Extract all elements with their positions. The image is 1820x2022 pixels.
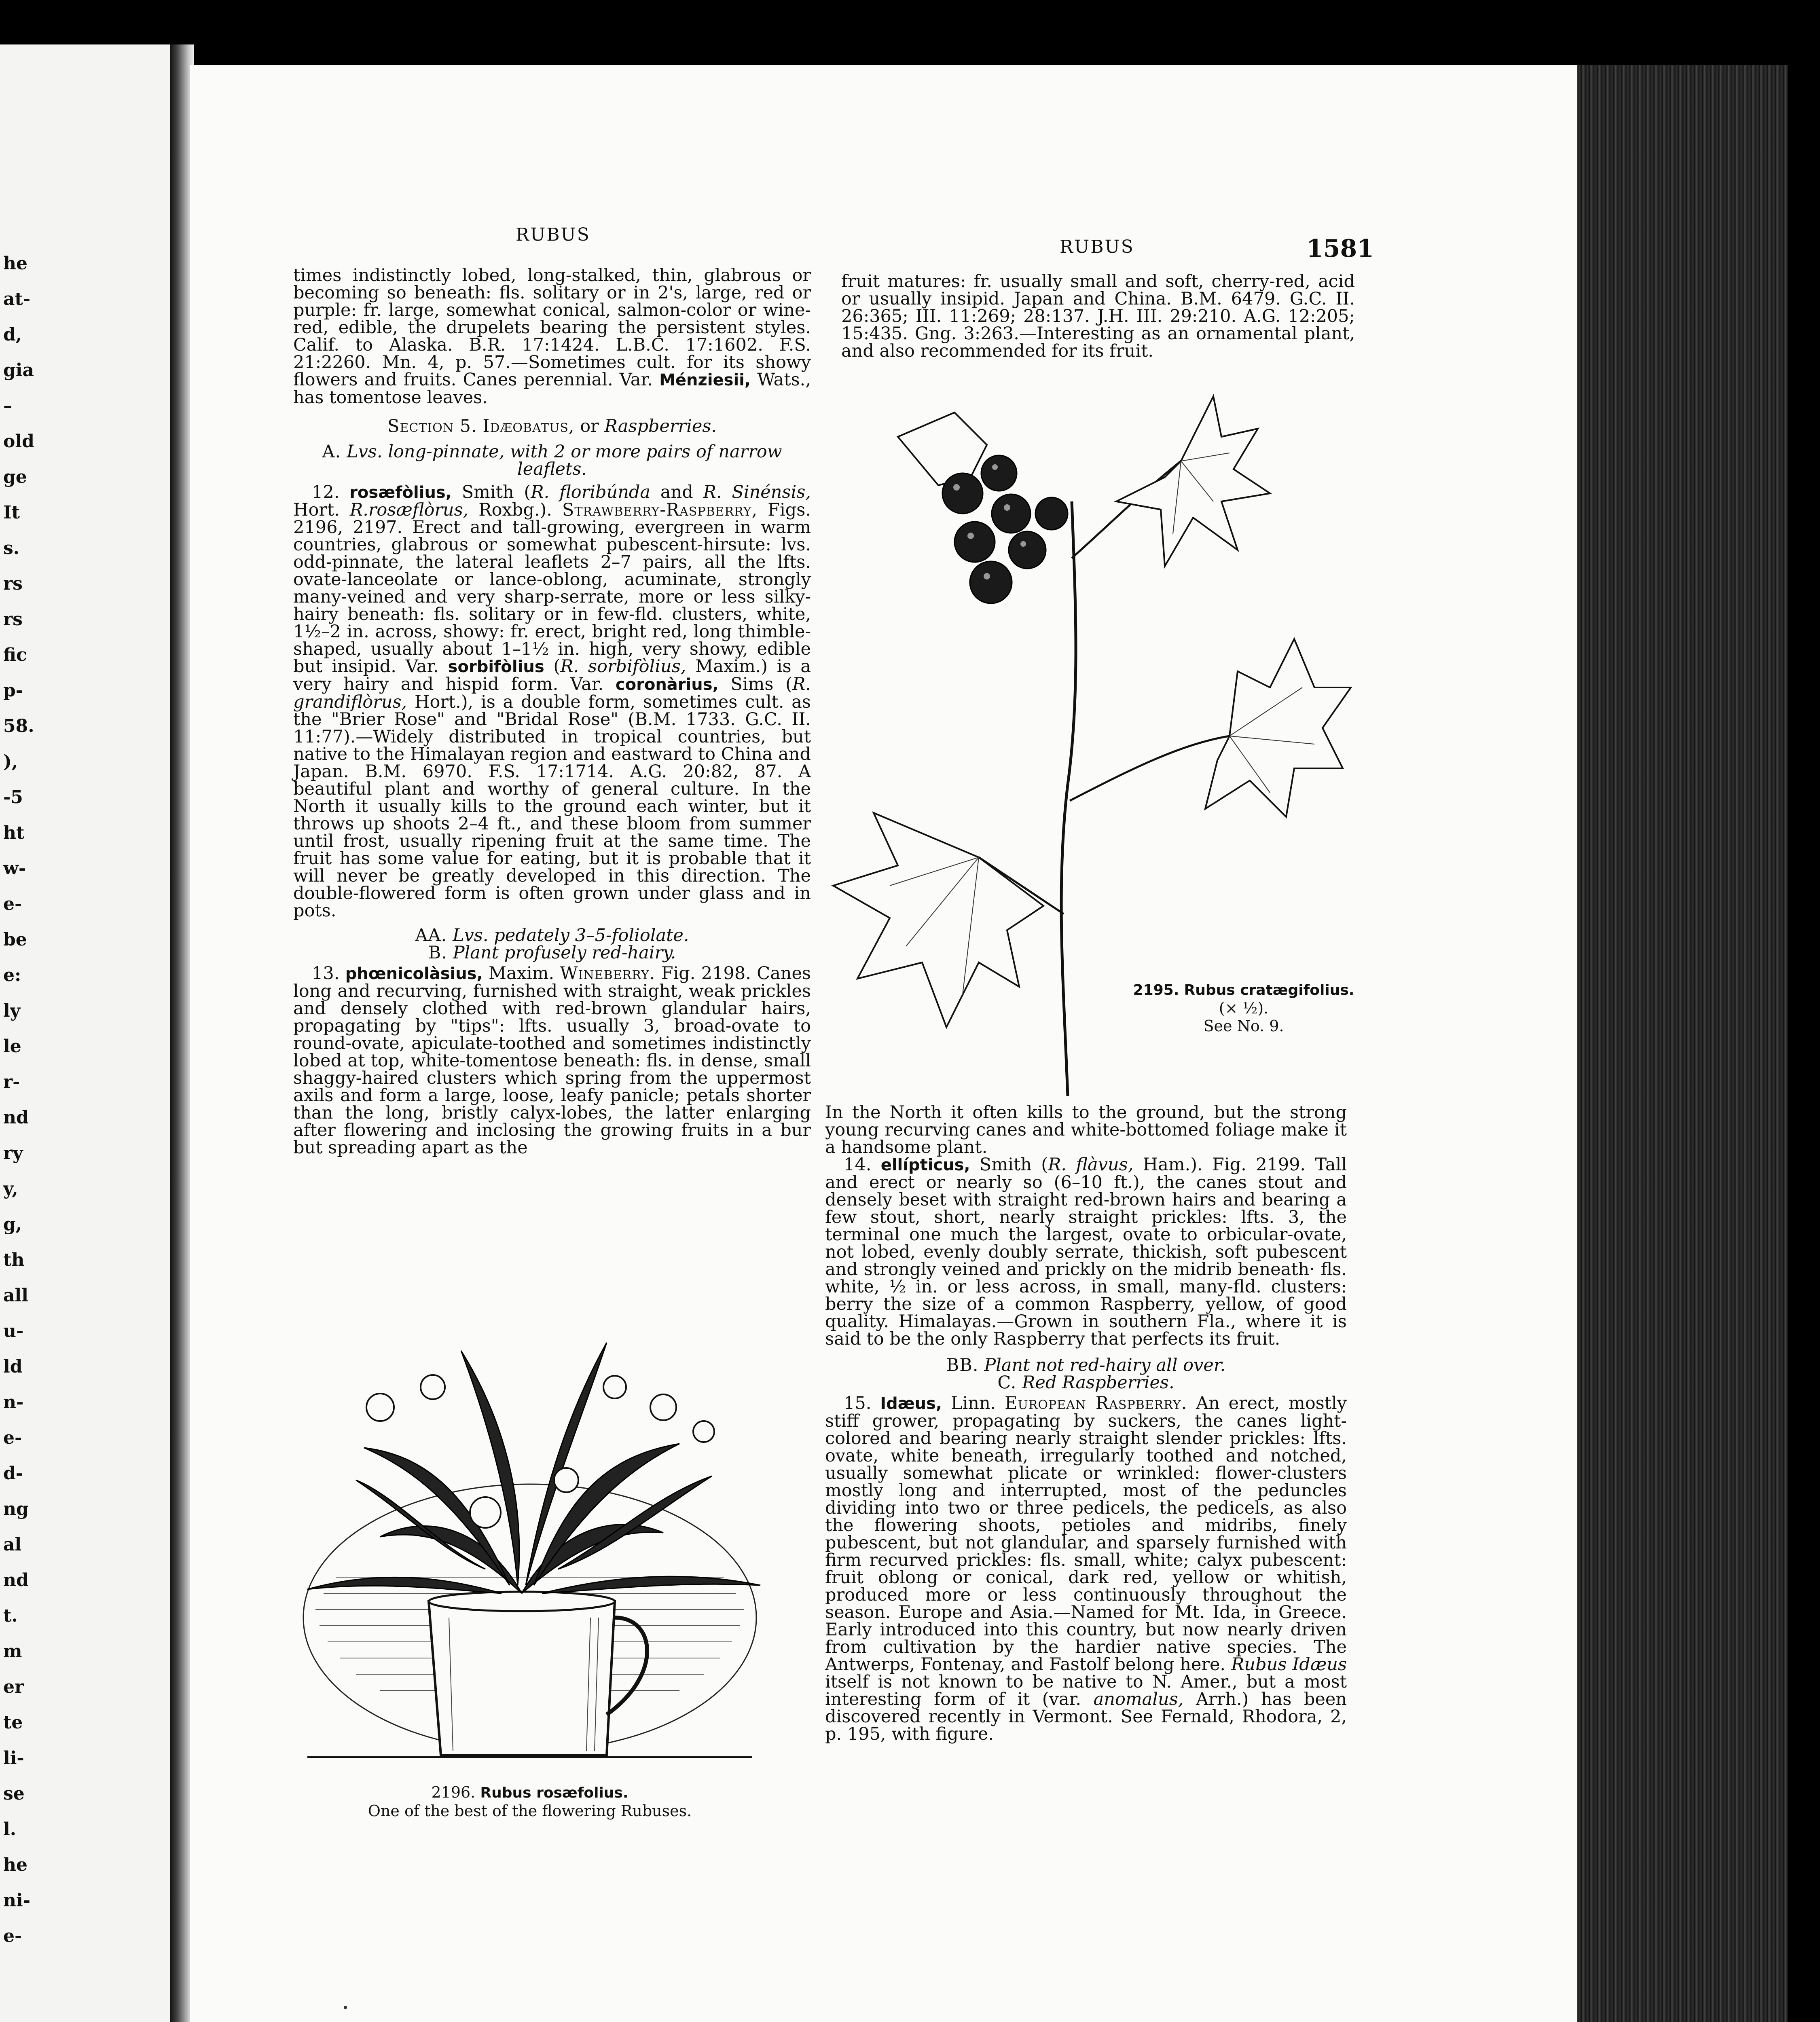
previous-page-text-fragment: be <box>3 929 27 950</box>
previous-page-text-fragment: le <box>3 1036 21 1057</box>
previous-page-text-fragment: he <box>3 1855 28 1875</box>
previous-page-text-fragment: ng <box>3 1499 29 1519</box>
paragraph-13-continuation: fruit matures: fr. usually small and soft, cherry-red, acid or usually insipid. Japan and China. B.M. 6479. G.C. II. 26:365; III. 11:269; 28:137. J.H. III. 29:210. A.G. 12:205; 15:435. Gng. 3:263.—Interesting as an ornamental plant, and also recommended for its fruit. <box>841 271 1355 361</box>
previous-page-text-fragment: y, <box>3 1178 18 1199</box>
previous-page-text-fragment: r- <box>3 1072 20 1092</box>
previous-page-text-fragment: e- <box>3 1926 22 1946</box>
previous-page-text-fragment: gia <box>3 360 34 381</box>
previous-page-text-fragment: l. <box>3 1819 17 1840</box>
previous-page-text-fragment: he <box>3 253 28 274</box>
right-running-head: RUBUS <box>1060 237 1134 257</box>
previous-page-text-fragment: e: <box>3 965 21 986</box>
species-13-entry: 13. phœnicolàsius, Maxim. Wineberry. Fig. 2198. Canes long and recurving, furnished with straight, weak prickles and densely clothed with red-brown glandular hairs, propagating by "tips": lfts. usually 3, broad-ovate to round-ovate, apiculate-toothed and sometimes indistinctly lobed at top, white-tomentose beneath: fls. in dense, small shaggy-haired clusters which spring from the uppermost axils and form a large, loose, leafy panicle; petals shorter than the long, bristly calyx-lobes, the latter enlarging after flowering and inclosing the growing fruits in a bur but spreading apart as the <box>293 963 811 1158</box>
previous-page-text-fragment: 58. <box>3 716 34 736</box>
paragraph-continuation-right: In the North it often kills to the ground, but the strong young recurving canes and white-bottomed foliage make it a handsome plant. <box>825 1102 1347 1157</box>
previous-page-text-fragment: te <box>3 1712 23 1733</box>
book-page-edges <box>1577 65 1788 2022</box>
figure-2195-reference: See No. 9. <box>1203 1017 1284 1035</box>
previous-page-text-fragment: w- <box>3 858 26 879</box>
previous-page-text-fragment: d- <box>3 1463 23 1484</box>
key-a: A. Lvs. long-pinnate, with 2 or more pairs of narrow leaflets. <box>322 442 782 479</box>
previous-page-text-fragment: ge <box>3 467 27 487</box>
previous-page-text-fragment: ry <box>3 1143 23 1163</box>
left-running-head: RUBUS <box>516 224 590 245</box>
previous-page-text-fragment: nd <box>3 1570 29 1591</box>
previous-page-text-fragment: ni- <box>3 1890 30 1911</box>
previous-page-text-fragment: at- <box>3 289 31 309</box>
previous-page-text-fragment: s. <box>3 538 20 558</box>
previous-page-text-fragment: ly <box>3 1000 21 1021</box>
figure-2195-caption <box>1112 981 1375 1035</box>
previous-page-text-fragment: It <box>3 502 20 523</box>
previous-page-text-fragment: rs <box>3 609 23 630</box>
previous-page-text-fragment: u- <box>3 1321 24 1341</box>
previous-page-text-fragment: n- <box>3 1392 24 1413</box>
previous-page-text-fragment: th <box>3 1250 25 1270</box>
right-column-lower <box>825 1104 1347 1743</box>
figure-2195-title: 2195. Rubus cratægifolius. <box>1133 982 1354 998</box>
previous-page-text-fragment: d, <box>3 324 22 345</box>
stray-ink-mark <box>344 2006 347 2009</box>
section-heading: Section 5. Idæobatus, or Raspberries. <box>387 416 717 436</box>
figure-2195-scale: (× ½). <box>1219 999 1269 1017</box>
previous-page-text-fragment: – <box>3 396 12 416</box>
previous-page-text-fragment: t. <box>3 1605 18 1626</box>
key-bb: BB. Plant not red-hairy all over. <box>946 1355 1226 1375</box>
previous-page-text-fragment: all <box>3 1285 28 1306</box>
previous-page-text-fragment: e- <box>3 1428 22 1448</box>
previous-page-text-fragment: m <box>3 1641 22 1662</box>
previous-page-text-fragment: p- <box>3 680 23 701</box>
key-aa: AA. Lvs. pedately 3–5-foliolate. <box>415 925 689 945</box>
species-12-entry: 12. rosæfòlius, Smith (R. floribúnda and R. Sinénsis, Hort. R.rosæflòrus, Roxbg.). Strawberry-Raspberry, Figs. 2196, 2197. Erect and tall-growing, evergreen in warm countries, glabrous or somewhat pubescent-hirsute: lvs. odd-pinnate, the lateral leaflets 2–7 pairs, all the lfts. ovate-lanceolate or lance-oblong, acuminate, strongly many-veined and very sharp-serrate, more or less silky-hairy beneath: fls. solitary or in few-fld. clusters, white, 1½–2 in. across, showy: fr. erect, bright red, long thimble-shaped, usually about 1–1½ in. high, very showy, edible but insipid. Var. sorbifòlius (R. sorbifòlius, Maxim.) is a very hairy and hispid form. Var. coronàrius, Sims (R. grandiflòrus, Hort.), is a double form, sometimes cult. as the "Brier Rose" and "Bridal Rose" (B.M. 1733. G.C. II. 11:77).—Widely distributed in tropical countries, but native to the Himalayan region and eastward to China and Japan. B.M. 6970. F.S. 17:1714. A.G. 20:82, 87. A beautiful plant and worthy of general culture. In the North it usually kills to the ground each winter, but it throws up shoots 2–4 ft., and these bloom from summer until frost, usually ripening fruit at the same time. The fruit has some value for eating, but it is probable that it will never be greatly developed in this direction. The double-flowered form is often grown under glass and in pots. <box>293 482 811 921</box>
previous-page-text-fragment: ht <box>3 823 25 843</box>
previous-page-text-fragment: fic <box>3 645 27 665</box>
key-c: C. Red Raspberries. <box>997 1373 1175 1393</box>
previous-page-text-fragment: se <box>3 1783 25 1804</box>
page-number: 1581 <box>1306 235 1374 263</box>
figure-2196-title: 2196. Rubus rosæfolius. <box>431 1783 629 1801</box>
previous-page-text-fragment: e- <box>3 894 22 914</box>
previous-page-text-fragment: old <box>3 431 34 452</box>
previous-page-text-fragment: li- <box>3 1748 24 1768</box>
species-14-entry: 14. ellípticus, Smith (R. flàvus, Ham.). Fig. 2199. Tall and erect or nearly so (6–10 ft.), the canes stout and densely beset with straight red-brown hairs and bearing a few stout, short, nearly straight prickles: lfts. 3, the terminal one much the largest, ovate to orbicular-ovate, not lobed, evenly doubly serrate, thickish, soft pubescent and strongly veined and prickly on the midrib beneath· fls. white, ½ in. or less across, in small, many-fld. clusters: berry the size of a common Raspberry, yellow, of good quality. Himalayas.—Grown in southern Fla., where it is said to be the only Raspberry that perfects its fruit. <box>825 1155 1347 1349</box>
variety-name: Ménziesii, <box>659 371 751 389</box>
paragraph-continuation: times indistinctly lobed, long-stalked, thin, glabrous or becoming so beneath: fls. solitary or in 2's, large, red or purple: fr. large, somewhat conical, salmon-color or wine-red, edible, the drupelets bearing the persistent styles. Calif. to Alaska. B.R. 17:1424. L.B.C. 17:1602. F.S. 21:2260. Mn. 4, p. 57.—Sometimes cult. for its showy flowers and fruits. Canes perennial. Var. Ménziesii, Wats., has tomentose leaves. <box>293 265 811 408</box>
previous-page-edge <box>0 44 170 2022</box>
previous-page-text-fragment: -5 <box>3 787 23 808</box>
figure-2196-subtitle: One of the best of the flowering Rubuses. <box>368 1802 692 1820</box>
previous-page-text-fragment: ), <box>3 751 18 772</box>
left-column-upper <box>293 267 811 1157</box>
previous-page-text-fragment: ld <box>3 1356 23 1377</box>
previous-page-text-fragment: er <box>3 1677 24 1697</box>
previous-page-text-fragment: al <box>3 1534 22 1555</box>
key-b: B. Plant profusely red-hairy. <box>428 943 676 963</box>
figure-2196-caption <box>259 1783 801 1820</box>
figure-2196-illustration <box>259 1286 801 1779</box>
previous-page-text-fragment: nd <box>3 1107 29 1128</box>
species-15-entry: 15. Idæus, Linn. European Raspberry. An erect, mostly stiff grower, propagating by suckers, the canes light-colored and bearing nearly straight slender prickles: lfts. ovate, white beneath, irregularly toothed and notched, usually somewhat plicate or wrinkled: flower-clusters mostly long and interrupted, most of the peduncles dividing into two or three pedicels, the pedicels, as also the flowering shoots, petioles and midribs, finely pubescent, but not glandular, and sparsely furnished with firm recurved prickles: fls. small, white; calyx pubescent: fruit oblong or conical, dark red, yellow or whitish, produced more or less continuously throughout the season. Europe and Asia.—Named for Mt. Ida, in Greece. Early introduced into this country, but now nearly driven from cultivation by the hardier native species. The Antwerps, Fontenay, and Fastolf belong here. Rubus Idæus itself is not known to be native to N. Amer., but a most interesting form of it (var. anomalus, Arrh.) has been discovered recently in Vermont. See Fernald, Rhodora, 2, p. 195, with figure. <box>825 1393 1347 1744</box>
previous-page-text-fragment: rs <box>3 573 23 594</box>
right-column-upper <box>841 273 1355 360</box>
previous-page-text-fragment: g, <box>3 1214 22 1235</box>
